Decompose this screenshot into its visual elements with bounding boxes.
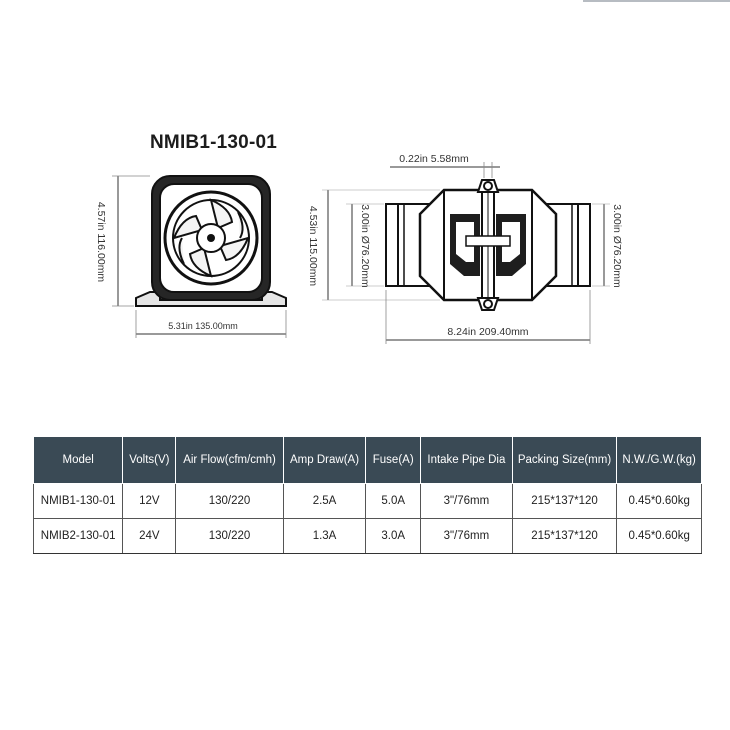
- cell-fuse: 3.0A: [366, 519, 421, 554]
- cell-weight: 0.45*0.60kg: [617, 519, 702, 554]
- side-flange-label: 0.22in 5.58mm: [399, 153, 469, 165]
- table-row: [34, 519, 702, 554]
- cell-volts: 12V: [123, 484, 176, 519]
- cell-packing-size: 215*137*120: [512, 484, 617, 519]
- cell-model: NMIB2-130-01: [34, 519, 123, 554]
- cell-volts: 24V: [123, 519, 176, 554]
- spec-table: [33, 436, 702, 554]
- header-packing-size: Packing Size(mm): [512, 437, 617, 484]
- header-model: Model: [34, 437, 123, 484]
- cell-air-flow: 130/220: [176, 484, 283, 519]
- cell-fuse: 5.0A: [366, 484, 421, 519]
- front-view: [95, 176, 286, 338]
- side-length-label: 8.24in 209.40mm: [447, 326, 529, 338]
- front-width-label: 5.31in 135.00mm: [168, 321, 238, 331]
- table-row: [34, 484, 702, 519]
- cell-weight: 0.45*0.60kg: [617, 484, 702, 519]
- spec-table-header-row: [34, 437, 702, 484]
- product-title: NMIB1-130-01: [150, 132, 278, 153]
- side-view: [307, 153, 623, 344]
- cell-model: NMIB1-130-01: [34, 484, 123, 519]
- cell-air-flow: 130/220: [176, 519, 283, 554]
- front-height-label: 4.57in 116.00mm: [95, 201, 107, 283]
- header-air-flow: Air Flow(cfm/cmh): [176, 437, 283, 484]
- cell-intake-pipe: 3"/76mm: [421, 519, 513, 554]
- header-intake-pipe: Intake Pipe Dia: [421, 437, 513, 484]
- header-fuse: Fuse(A): [366, 437, 421, 484]
- side-right-diameter-label: 3.00in Ø76.20mm: [611, 204, 623, 288]
- cell-amp-draw: 1.3A: [283, 519, 366, 554]
- cell-packing-size: 215*137*120: [512, 519, 617, 554]
- side-height-label: 4.53in 115.00mm: [307, 205, 319, 287]
- side-left-diameter-label: 3.00in Ø76.20mm: [359, 204, 371, 288]
- header-volts: Volts(V): [123, 437, 176, 484]
- header-amp-draw: Amp Draw(A): [283, 437, 366, 484]
- cell-intake-pipe: 3"/76mm: [421, 484, 513, 519]
- cell-amp-draw: 2.5A: [283, 484, 366, 519]
- header-weight: N.W./G.W.(kg): [617, 437, 702, 484]
